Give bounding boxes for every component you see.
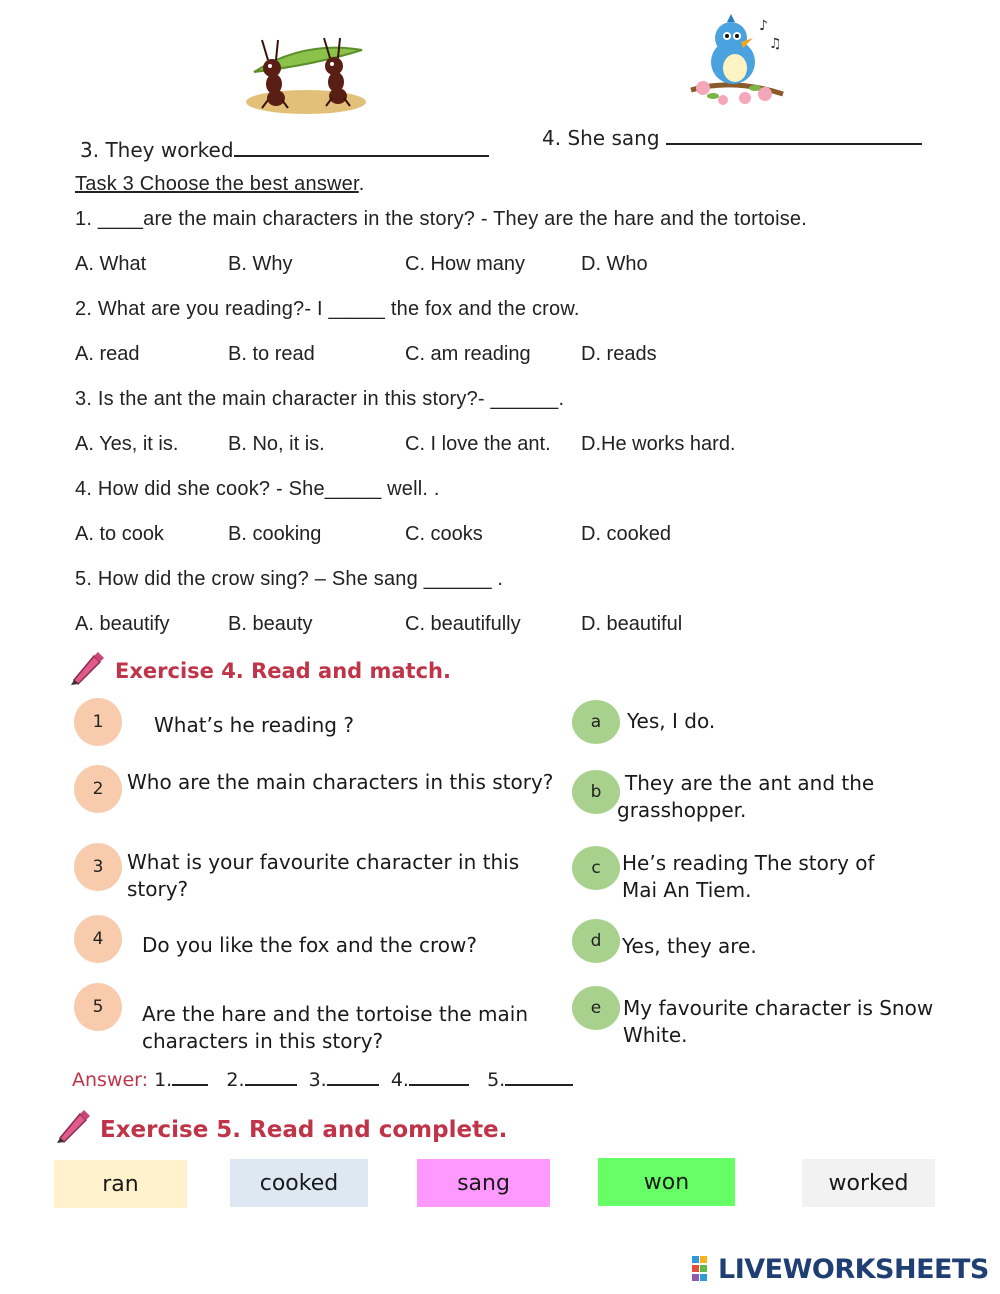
answer-row	[72, 1069, 573, 1091]
option[interactable]: B. to read	[228, 343, 315, 365]
option[interactable]: A. read	[75, 343, 140, 365]
pen-icon	[54, 1108, 90, 1144]
option[interactable]: C. cooks	[405, 523, 483, 545]
liveworksheets-logo[interactable]	[692, 1254, 989, 1284]
match-number: 5	[74, 983, 122, 1031]
match-number: 2	[74, 765, 122, 813]
answer-slot-label: 1.	[154, 1069, 173, 1091]
svg-text:♫: ♫	[769, 36, 782, 52]
match-answer: They are the ant and the grasshopper.	[617, 771, 875, 822]
word-box-ran: ran	[54, 1160, 187, 1208]
answer-blank[interactable]	[666, 142, 922, 145]
word-box-sang: sang	[417, 1159, 550, 1207]
exercise4-title: Exercise 4. Read and match.	[115, 659, 451, 683]
match-answer: He’s reading The story of Mai An Tiem.	[622, 851, 875, 902]
task3-question-4: 4. How did she cook? - She_____ well. .	[75, 478, 440, 500]
svg-text:♪: ♪	[759, 18, 768, 34]
answer-slot-label: 5.	[487, 1069, 506, 1091]
match-letter: a	[572, 700, 620, 744]
task3-question-2: 2. What are you reading?- I _____ the fox and the crow.	[75, 298, 580, 320]
match-letter: b	[572, 770, 620, 814]
option[interactable]: D. beautiful	[581, 613, 683, 635]
option[interactable]: D. reads	[581, 343, 657, 365]
match-answer: Yes, I do.	[627, 709, 716, 733]
answer-label: Answer:	[72, 1069, 149, 1091]
option[interactable]: B. cooking	[228, 523, 322, 545]
ants-illustration	[234, 10, 376, 128]
answer-blank[interactable]	[327, 1083, 379, 1086]
task3-title-period: .	[358, 173, 365, 195]
match-letter: c	[572, 846, 620, 890]
option[interactable]: A. to cook	[75, 523, 164, 545]
option[interactable]: B. No, it is.	[228, 433, 325, 455]
option[interactable]: C. am reading	[405, 343, 531, 365]
option[interactable]: D.He works hard.	[581, 433, 736, 455]
task3-title-text: Task 3 Choose the best answer	[75, 173, 359, 195]
match-number: 4	[74, 915, 122, 963]
option[interactable]: A. Yes, it is.	[75, 433, 179, 455]
answer-blank[interactable]	[505, 1083, 573, 1086]
match-question: Are the hare and the tortoise the main characters in this story?	[142, 1002, 529, 1053]
answer-blank[interactable]	[234, 154, 489, 157]
singing-bird-illustration	[683, 8, 791, 108]
option[interactable]: A. beautify	[75, 613, 170, 635]
word-box-won: won	[598, 1158, 735, 1206]
match-question: Who are the main characters in this story?	[127, 770, 554, 794]
option[interactable]: B. Why	[228, 253, 293, 275]
logo-grid-icon	[692, 1256, 716, 1282]
logo-text: LIVEWORKSHEETS	[718, 1253, 989, 1285]
top-question-4-text: 4. She sang	[542, 126, 660, 150]
answer-blank[interactable]	[245, 1083, 297, 1086]
match-question: What is your favourite character in this story?	[127, 850, 520, 901]
option[interactable]: D. Who	[581, 253, 648, 275]
option[interactable]: C. I love the ant.	[405, 433, 551, 455]
match-number: 3	[74, 843, 122, 891]
match-question: Do you like the fox and the crow?	[142, 933, 477, 957]
top-question-4	[542, 126, 922, 150]
pen-icon	[68, 650, 104, 686]
option[interactable]: C. beautifully	[405, 613, 521, 635]
option[interactable]: C. How many	[405, 253, 526, 275]
word-box-cooked: cooked	[230, 1159, 368, 1207]
top-question-3-text: 3. They worked	[80, 138, 234, 162]
option[interactable]: D. cooked	[581, 523, 672, 545]
word-box-worked: worked	[802, 1159, 935, 1207]
task3-question-5: 5. How did the crow sing? – She sang ______ .	[75, 568, 504, 590]
answer-blank[interactable]	[172, 1083, 208, 1086]
exercise5-title: Exercise 5. Read and complete.	[100, 1117, 508, 1143]
top-question-3	[80, 138, 489, 162]
option[interactable]: B. beauty	[228, 613, 313, 635]
answer-slot-label: 4.	[390, 1069, 409, 1091]
match-letter: d	[572, 919, 620, 963]
option[interactable]: A. What	[75, 253, 147, 275]
match-question: What’s he reading ?	[154, 713, 354, 737]
task3-title	[75, 173, 365, 196]
answer-slot-label: 3.	[308, 1069, 327, 1091]
answer-blank[interactable]	[409, 1083, 469, 1086]
task3-question-1: 1. ____are the main characters in the story? - They are the hare and the tortoise.	[75, 208, 807, 230]
match-number: 1	[74, 698, 122, 746]
answer-slot-label: 2.	[226, 1069, 245, 1091]
task3-question-3: 3. Is the ant the main character in this story?- ______.	[75, 388, 565, 410]
match-answer: Yes, they are.	[622, 934, 757, 958]
match-answer: My favourite character is Snow White.	[623, 996, 934, 1047]
match-letter: e	[572, 986, 620, 1030]
